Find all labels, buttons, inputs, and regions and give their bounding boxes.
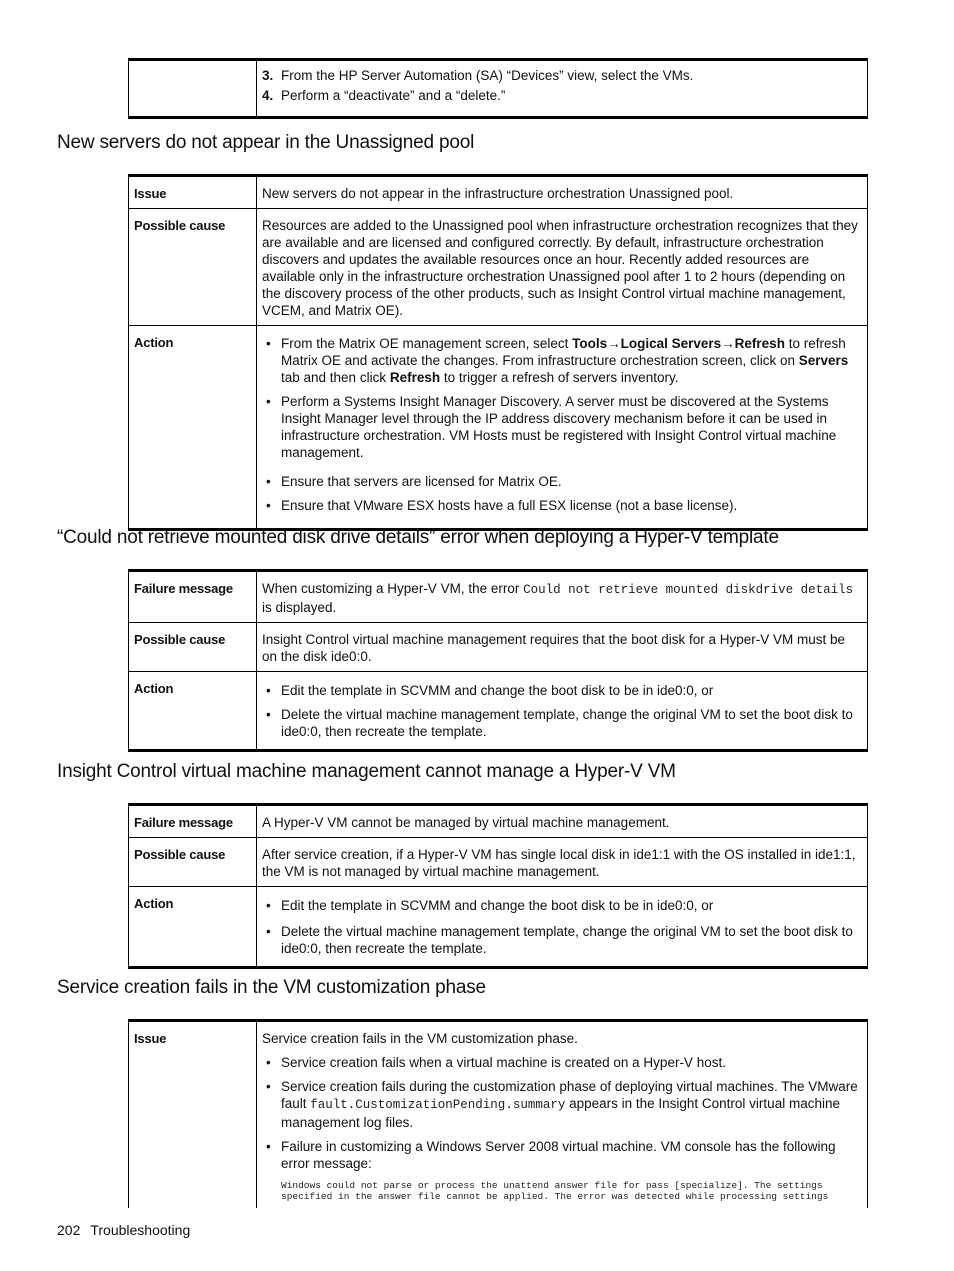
possible-cause-label: Possible cause (129, 623, 257, 672)
action-list-cell (257, 326, 868, 530)
possible-cause-text: Insight Control virtual machine management requires that the boot disk for a Hyper-V VM must be on the disk ide0:0. (257, 623, 868, 672)
issue-text: Service creation fails in the VM customization phase. (262, 1031, 578, 1046)
step-3: 3. From the HP Server Automation (SA) “Devices” view, select the VMs. (262, 68, 694, 83)
footer-section-title: Troubleshooting (90, 1222, 191, 1238)
issue-label: Issue (129, 176, 257, 209)
possible-cause-label: Possible cause (129, 209, 257, 326)
section-heading-customization-phase: Service creation fails in the VM customization phase (57, 977, 486, 998)
steps-cell (257, 60, 868, 118)
action-bullet-edit-template: • Edit the template in SCVMM and change the boot disk to be in ide0:0, or (262, 682, 862, 699)
step-4: 4. Perform a “deactivate” and a “delete.” (262, 88, 506, 103)
issue-text: New servers do not appear in the infrastructure orchestration Unassigned pool. (257, 176, 868, 209)
action-label: Action (129, 672, 257, 751)
action-bullet-discovery: • Perform a Systems Insight Manager Discovery. A server must be discovered at the Systems Insight Manager level through the IP address discovery mechanism before it can be used in infrastructure orchestration. VM Hosts must be registered with Insight Control virtual machine management. (262, 393, 862, 461)
section-heading-unassigned-pool: New servers do not appear in the Unassigned pool (57, 132, 475, 153)
section-heading-cannot-manage-hyperv: Insight Control virtual machine management cannot manage a Hyper-V VM (57, 761, 676, 782)
empty-label-cell (129, 60, 257, 118)
action-bullet-edit-template: • Edit the template in SCVMM and change the boot disk to be in ide0:0, or (262, 897, 862, 914)
action-bullet-refresh: • From the Matrix OE management screen, select Tools→Logical Servers→Refresh to refresh Matrix OE and activate the changes. From infrastructure orchestration screen, click on Servers tab and then click Refresh to trigger a refresh of servers inventory. (262, 335, 862, 386)
page-footer (57, 1222, 190, 1238)
unassigned-pool-table (128, 174, 868, 531)
action-list-cell (257, 887, 868, 968)
failure-message-text: When customizing a Hyper-V VM, the error Could not retrieve mounted diskdrive details is displayed. (257, 571, 868, 623)
disk-drive-details-table (128, 569, 868, 752)
issue-cell (257, 1021, 868, 1209)
customization-phase-table (128, 1019, 868, 1208)
issue-bullet-windows-2008: • Failure in customizing a Windows Server 2008 virtual machine. VM console has the following error message: Windows could not parse or process the unattend answer file for pass [specialize]. The settings specified in the answer file cannot be applied. The error was detected while processing settings (262, 1138, 862, 1202)
action-bullet-delete-template: • Delete the virtual machine management template, change the original VM to set the boot disk to ide0:0, then recreate the template. (262, 923, 862, 957)
possible-cause-text: Resources are added to the Unassigned pool when infrastructure orchestration recognizes that they are available and are licensed and configured correctly. By default, infrastructure orchestration discovers and updates the available resources once an hour. Recently added resources are available only in the infrastructure orchestration Unassigned pool after 1 to 2 hours (depending on the discovery process of the other products, such as Insight Control virtual machine management, VCEM, and Matrix OE). (257, 209, 868, 326)
action-bullet-license: • Ensure that servers are licensed for Matrix OE. (262, 473, 862, 490)
issue-label: Issue (129, 1021, 257, 1209)
failure-message-label: Failure message (129, 805, 257, 838)
cannot-manage-hyperv-table (128, 803, 868, 969)
action-label: Action (129, 326, 257, 530)
page-number: 202 (57, 1222, 81, 1238)
possible-cause-label: Possible cause (129, 838, 257, 887)
failure-message-label: Failure message (129, 571, 257, 623)
top-steps-table (128, 58, 868, 119)
error-message-code: Windows could not parse or process the unattend answer file for pass [specialize]. The settings specified in the answer file cannot be applied. The error was detected while processing settings (281, 1180, 829, 1202)
issue-bullet-vmware-fault: • Service creation fails during the customization phase of deploying virtual machines. The VMware fault fault.CustomizationPending.summary appears in the Insight Control virtual machine management log files. (262, 1078, 862, 1131)
action-bullet-esx: • Ensure that VMware ESX hosts have a full ESX license (not a base license). (262, 497, 862, 514)
section-heading-disk-drive-details: “Could not retrieve mounted disk drive details” error when deploying a Hyper-V template (57, 527, 779, 548)
failure-message-text: A Hyper-V VM cannot be managed by virtual machine management. (257, 805, 868, 838)
action-list-cell (257, 672, 868, 751)
issue-bullet-hyperv-host: • Service creation fails when a virtual machine is created on a Hyper-V host. (262, 1054, 862, 1071)
possible-cause-text: After service creation, if a Hyper-V VM has single local disk in ide1:1 with the OS installed in ide1:1, the VM is not managed by virtual machine management. (257, 838, 868, 887)
action-bullet-delete-template: • Delete the virtual machine management template, change the original VM to set the boot disk to ide0:0, then recreate the template. (262, 706, 862, 740)
action-label: Action (129, 887, 257, 968)
